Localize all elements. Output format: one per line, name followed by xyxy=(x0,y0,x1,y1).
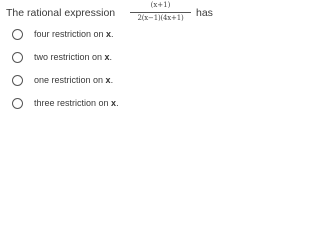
question-stem xyxy=(6,0,246,26)
option-label: two restriction on x. xyxy=(34,52,113,62)
option-two-restriction[interactable] xyxy=(12,50,232,68)
option-one-restriction[interactable] xyxy=(12,73,232,91)
option-label: one restriction on x. xyxy=(34,75,114,85)
fraction-bar xyxy=(130,12,191,13)
option-three-restriction[interactable] xyxy=(12,96,232,114)
option-label: three restriction on x. xyxy=(34,98,119,108)
radio-button[interactable] xyxy=(12,75,23,86)
radio-button[interactable] xyxy=(12,98,23,109)
question-prefix: The rational expression xyxy=(6,7,116,19)
fraction-denominator: 2(x−1)(4x+1) xyxy=(137,14,184,22)
option-label: four restriction on x. xyxy=(34,29,114,39)
fraction-numerator: (x+1) xyxy=(150,1,171,9)
radio-button[interactable] xyxy=(12,52,23,63)
question-suffix: has xyxy=(196,7,213,19)
radio-button[interactable] xyxy=(12,29,23,40)
rational-expression xyxy=(129,1,192,25)
option-four-restriction[interactable] xyxy=(12,27,232,45)
